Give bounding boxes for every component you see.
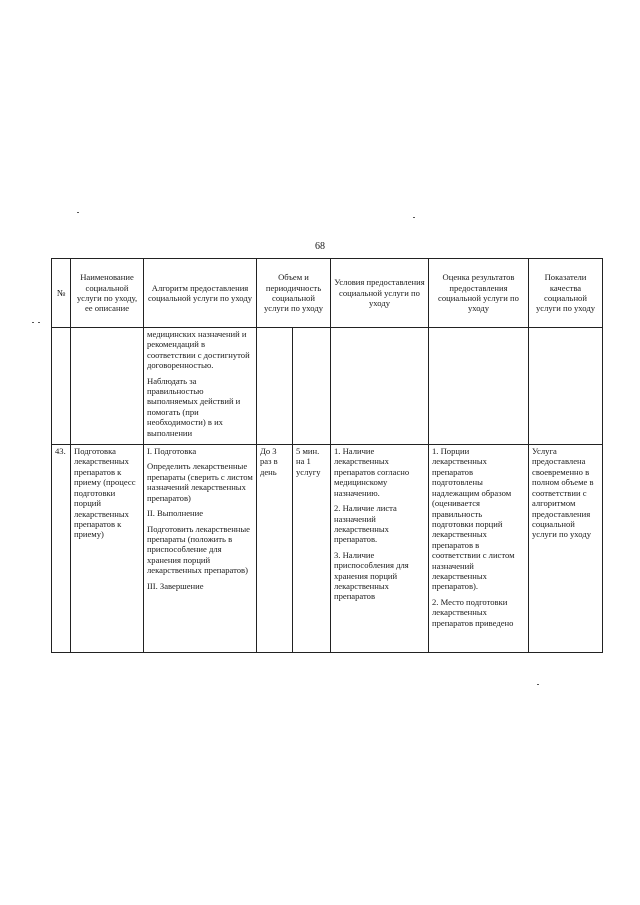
condition-item: 3. Наличие приспособления для хранения порций лекарственных препаратов xyxy=(334,549,409,602)
scan-speck xyxy=(413,217,415,218)
cell-frequency-continued xyxy=(257,328,293,445)
cell-evaluation-continued xyxy=(429,328,529,445)
algorithm-stage-title: III. Завершение xyxy=(147,580,204,591)
cell-conditions-continued xyxy=(331,328,429,445)
algorithm-stage-title: II. Выполнение xyxy=(147,508,204,519)
header-volume: Объем и периодичность социальной услуги по уходу xyxy=(257,259,331,328)
evaluation-item: 1. Порции лекарственных препаратов подготовлены надлежащим образом (оценивается правильность подготовки порций лекарственных препаратов в соответствии с листом назначений лекарственных препаратов). xyxy=(432,446,515,592)
cell-num-continued xyxy=(52,328,71,445)
cell-evaluation xyxy=(429,445,529,653)
cell-time: 5 мин. на 1 услугу xyxy=(293,445,331,653)
evaluation-item: 2. Место подготовки лекарственных препаратов приведено xyxy=(432,596,514,628)
table-row-continued xyxy=(52,328,603,445)
cell-conditions xyxy=(331,445,429,653)
algorithm-stage-title: I. Подготовка xyxy=(147,446,197,457)
cell-indicators-continued xyxy=(529,328,603,445)
condition-item: 1. Наличие лекарственных препаратов согласно медицинскому назначению. xyxy=(334,446,410,498)
table-row-43 xyxy=(52,445,603,653)
header-evaluation: Оценка результатов предоставления социальной услуги по уходу xyxy=(429,259,529,328)
scan-speck xyxy=(32,322,34,323)
header-algorithm: Алгоритм предоставления социальной услуги по уходу xyxy=(144,259,257,328)
scan-speck xyxy=(38,322,40,323)
cell-time-continued xyxy=(293,328,331,445)
scan-speck xyxy=(77,212,79,213)
social-services-table xyxy=(51,258,603,653)
algorithm-text: Определить лекарственные препараты (сверить с листом назначений лекарственных препаратов) xyxy=(147,461,253,503)
header-conditions: Условия предоставления социальной услуги по уходу xyxy=(331,259,429,328)
table-header-row xyxy=(52,259,603,328)
header-name: Наименование социальной услуги по уходу, ее описание xyxy=(71,259,144,328)
cell-indicators: Услуга предоставлена своевременно в полном объеме в соответствии с алгоритмом предоставления социальной услуги по уходу xyxy=(529,445,603,653)
condition-item: 2. Наличие листа назначений лекарственных препаратов. xyxy=(334,503,397,545)
cell-num: 43. xyxy=(52,445,71,653)
cell-name-continued xyxy=(71,328,144,445)
algorithm-text: медицинских назначений и рекомендаций в соответствии с достигнутой договоренностью. xyxy=(147,329,250,371)
page-number: 68 xyxy=(315,241,325,252)
header-num: № xyxy=(52,259,71,328)
cell-algorithm-continued xyxy=(144,328,257,445)
cell-service-name: Подготовка лекарственных препаратов к приему (процесс подготовки порций лекарственных препаратов к приему) xyxy=(71,445,144,653)
scan-speck xyxy=(537,684,539,685)
algorithm-text: Наблюдать за правильностью выполняемых действий и помогать (при необходимости) в их выполнении xyxy=(147,375,241,438)
algorithm-text: Подготовить лекарственные препараты (положить в приспособление для хранения порций лекарственных препаратов) xyxy=(147,523,250,576)
cell-algorithm xyxy=(144,445,257,653)
cell-frequency: До 3 раз в день xyxy=(257,445,293,653)
header-indicators: Показатели качества социальной услуги по уходу xyxy=(529,259,603,328)
